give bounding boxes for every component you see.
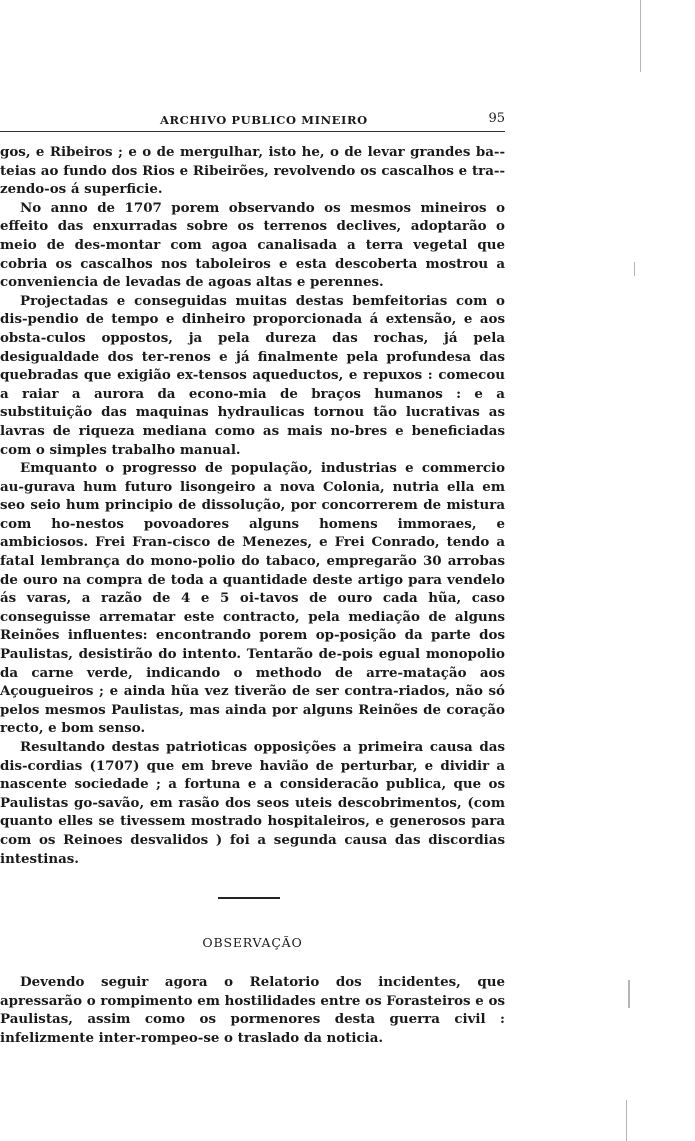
paragraph-3: Projectadas e conseguidas muitas destas bemfeitorias com o dis-pendio de tempo e dinheiro proporcionada á extensão, e aos obsta-culos oppostos, ja pela dureza das rochas, já pela desigualdade dos ter-renos e já finalmente pela profundesa das quebradas que exigião ex-tensos aqueductos, e repuxos : comecou a raiar a aurora da econo-mia de braços humanos : e a substituição das maquinas hydraulicas tornou tão lucrativas as lavras de riqueza mediana como as mais no-bres e beneficiadas com o simples trabalho manual. xyxy=(0,292,505,458)
scan-edge-mark xyxy=(640,0,641,72)
scan-edge-mark xyxy=(626,1100,627,1141)
running-title: ARCHIVO PUBLICO MINEIRO xyxy=(160,113,368,127)
paragraph-2: No anno de 1707 porem observando os mesmos mineiros o effeito das enxurradas sobre os terrenos declives, adoptarão o meio de des-montar com agoa canalisada a terra vegetal que cobria os cascalhos nos taboleiros e esta descoberta mostrou a conveniencia de levadas de agoas altas e perennes. xyxy=(0,199,505,291)
section-separator xyxy=(218,897,280,899)
scan-edge-mark xyxy=(628,980,630,1008)
section-heading: OBSERVAÇÃO xyxy=(202,935,303,950)
scan-edge-mark xyxy=(634,262,635,276)
paragraph-1: gos, e Ribeiros ; e o de mergulhar, isto he, o de levar grandes ba-teias ao fundo dos Rios e Ribeirões, revolvendo os cascalhos e tra-zendo-os á superficie. xyxy=(0,144,505,198)
section-body xyxy=(0,973,505,1047)
section-paragraph: Devendo seguir agora o Relatorio dos incidentes, que apressarão o rompimento em hostilidades entre os Forasteiros e os Paulistas, assim como os pormenores desta guerra civil : infelizmente inter-rompeo-se o traslado da noticia. xyxy=(0,974,505,1046)
paragraph-5: Resultando destas patrioticas opposições a primeira causa das dis-cordias (1707) que em breve havião de perturbar, e dividir a nascente sociedade ; a fortuna e a consideracão publica, que os Paulistas go-savão, em rasão dos seos uteis descobrimentos, (com quanto elles se tivessem mostrado hospitaleiros, e generosos para com os Reinoes desvalidos ) foi a segunda causa das discordias intestinas. xyxy=(0,739,505,867)
paragraph-4: Emquanto o progresso de população, industrias e commercio au-gurava hum futuro lisongeiro a nova Colonia, nutria ella em seo seio hum principio de dissolução, por concorrerem de mistura com ho-nestos povoadores alguns homens immoraes, e ambiciosos. Frei Fran-cisco de Menezes, e Frei Conrado, tendo a fatal lembrança do mono-polio do tabaco, empregarão 30 arrobas de ouro na compra de toda a quantidade deste artigo para vendelo ás varas, a razão de 4 e 5 oi-tavos de ouro cada hũa, caso conseguisse arrematar este contracto, pela mediação de alguns Reinões influentes: encontrando porem op-posição da parte dos Paulistas, desistirão do intento. Tentarão de-pois egual monopolio da carne verde, indicando o methodo de arre-matação aos Açougueiros ; e ainda hũa vez tiverão de ser contra-riados, não só pelos mesmos Paulistas, mas ainda por alguns Reinões de coração recto, e bom senso. xyxy=(0,460,505,737)
page-header xyxy=(0,110,505,130)
page-number: 95 xyxy=(488,111,505,126)
body-text xyxy=(0,143,505,868)
header-rule xyxy=(0,131,505,132)
